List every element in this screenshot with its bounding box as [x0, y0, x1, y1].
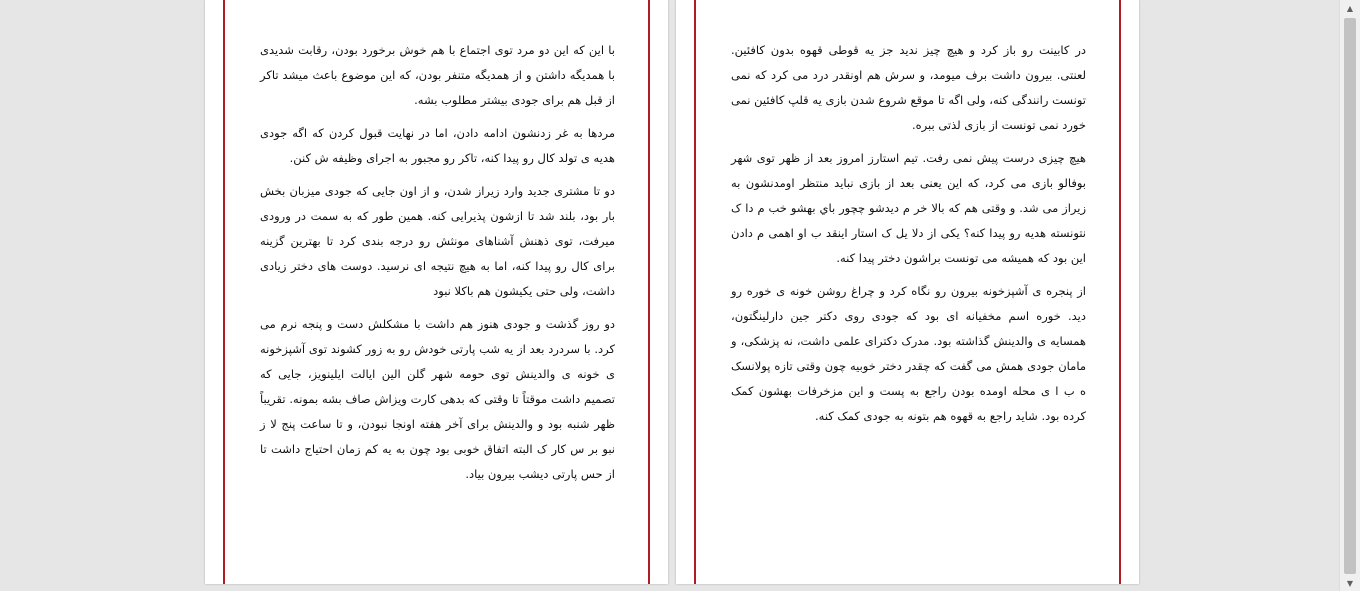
paragraph: دو تا مشتری جدید وارد زیراز شدن، و از اون جایی که جودی میزبان بخش بار بود، بلند شد تا ازشون پذیرایی کنه. همین طور که به سمت در ورودی میرفت، توی ذهنش آشناهای مونثش رو درجه بندی کرد تا بهترین گزینه برای کال رو پیدا کنه، اما به هیچ نتیجه ای نرسید. دوست های دختر زیادی داشت، ولی حتی یکیشون هم باکلا نبود [260, 184, 615, 298]
document-page-left[interactable] [205, 0, 668, 584]
scrollbar-thumb[interactable] [1344, 18, 1356, 574]
paragraph: در کابینت رو باز کرد و هیچ چیز ندید جز یه قوطی قهوه بدون کافئین. لعنتی. بیرون داشت برف میومد، و سرش هم اونقدر درد می کرد که نمی تونست رانندگی کنه، ولی اگه تا موقع شروع شدن بازی یه قلپ کافئین نمی خورد نمی تونست از بازی لذتی ببره. [731, 43, 1086, 132]
page-text-block[interactable] [731, 38, 1086, 437]
scroll-up-arrow-icon[interactable]: ▲ [1346, 3, 1354, 13]
page-margin-line-left [223, 0, 225, 584]
paragraph: با این که این دو مرد توی اجتماع با هم خوش برخورد بودن، رقابت شدیدی با همدیگه داشتن و از همدیگه متنفر بودن، که این موضوع باعث میشد تاکر از قبل هم برای جودی بیشتر مطلوب بشه. [260, 43, 615, 107]
paragraph: دو روز گذشت و جودی هنوز هم داشت با مشکلش دست و پنجه نرم می کرد. با سردرد بعد از یه شب پارتی خودش رو به زور کشوند توی آشپزخونه ی خونه ی والدینش توی حومه شهر گلن الین ایالت ایلینویز، جایی که تصمیم داشت موقتاً تا وقتی که بدهی کارت ویزاش صاف بشه بمونه. تقریباً ظهر شنبه بود و والدینش برای آخر هفته اونجا نبودن، و تا ساعت پنج لا ز نبو بر س کار ک البته اتفاق خوبی بود چون به یه کم زمان احتیاج داشت تا از حس پارتی دیشب بیرون بیاد. [260, 317, 615, 481]
scroll-down-arrow-icon[interactable]: ▼ [1346, 578, 1354, 588]
paragraph: هیچ چیزی درست پیش نمی رفت. تیم استارز امروز بعد از ظهر توی شهر بوفالو بازی می کرد، که این یعنی بعد از بازی نباید منتظر اومدنشون به زیراز می شد. و وقتی هم که بالا خر م دیدشو چچور باي بهشو خب م دا ک نتونسته هدیه رو پیدا کنه؟ یکی از دلا یل ک استار اینقد ب او اهمی م دادن این بود که همیشه می تونست براشون دختر پیدا کنه. [731, 151, 1086, 265]
document-page-right[interactable] [676, 0, 1139, 584]
page-text-block[interactable] [260, 38, 615, 495]
vertical-scrollbar[interactable] [1339, 0, 1360, 591]
page-margin-line-right [1119, 0, 1121, 584]
page-margin-line-left [694, 0, 696, 584]
page-margin-line-right [648, 0, 650, 584]
paragraph: از پنجره ی آشپزخونه بیرون رو نگاه کرد و چراغ روشن خونه ی خوره رو دید. خوره اسم مخفیانه ای بود که جودی روی دکتر جین دارلینگتون، همسایه ی والدینش گذاشته بود. مدرک دکترای علمی داشت، نه پزشکی، و مامان جودی همش می گفت که چقدر دختر خوبیه چون وقتی تازه پولانسک ه ب ا ی محله اومده بودن راجع به پست و این مزخرفات بهشون کمک کرده بود. شاید راجع به قهوه هم بتونه به جودی کمک کنه. [731, 284, 1086, 423]
paragraph: مردها به غر زدنشون ادامه دادن، اما در نهایت قبول کردن که اگه جودی هدیه ی تولد کال رو پیدا کنه، تاکر رو مجبور به اجرای وظیفه ش کنن. [260, 126, 615, 165]
